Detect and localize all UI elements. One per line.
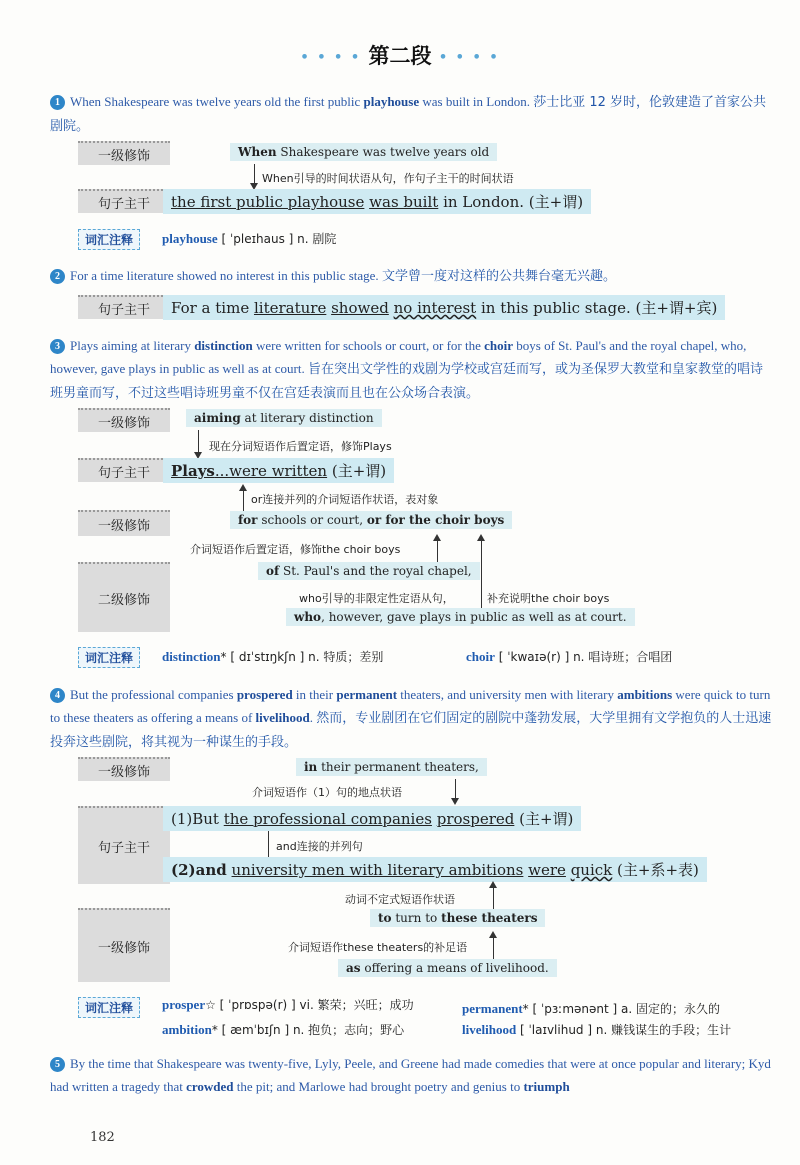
translation: 莎士比亚 12 岁时，伦敦建造了首家公共剧院。	[50, 95, 767, 134]
keyword: distinction	[194, 338, 253, 353]
linking-verb: were	[528, 861, 566, 879]
bracket-line	[268, 831, 269, 857]
page-number: 182	[90, 1130, 115, 1145]
modifier-box	[230, 143, 497, 161]
grammar-note: or连接并列的介词短语作状语，表对象	[251, 493, 439, 506]
main-clause-box	[163, 458, 394, 483]
sentence-text: Plays aiming at literary	[70, 338, 195, 353]
keyword: choir	[484, 338, 514, 353]
sentence-5	[50, 1052, 772, 1098]
sentence-text: .	[309, 710, 317, 725]
grammar-note: When引导的时间状语从句，作句子主干的时间状语	[262, 172, 514, 185]
grammar-note: 动词不定式短语作状语	[345, 893, 455, 906]
label-first-modifier: 一级修饰	[78, 141, 170, 165]
modifier-text: at literary distinction	[240, 411, 374, 425]
keyword: triumph	[523, 1079, 570, 1094]
arrow-line	[455, 779, 456, 799]
modifier-box	[338, 959, 557, 977]
modifier-head: who	[294, 610, 322, 624]
sentence-text: By the time that Shakespeare was twenty-five, Lyly, Peele, and Greene had made comedies that were at once popular and literary; Kyd had written a tragedy that	[50, 1056, 771, 1094]
subject: the first public playhouse	[171, 193, 365, 211]
main-clause-rest: (主+谓)	[514, 810, 574, 828]
sentence-1	[50, 90, 772, 138]
vocab-definition: * [ æmˈbɪʃn ] n. 抱负；志向；野心	[211, 1023, 405, 1037]
sentence-4	[50, 683, 772, 754]
sentence-text: was built in London.	[419, 94, 534, 109]
grammar-note: 介词短语作（1）句的地点状语	[252, 786, 402, 799]
predicate: ...were written	[214, 462, 328, 480]
modifier-head: to	[378, 911, 392, 925]
section-title	[0, 40, 800, 70]
arrow-line	[243, 490, 244, 512]
keyword: prospered	[236, 687, 293, 702]
arrow-line	[481, 540, 482, 608]
label-first-modifier: 一级修饰	[78, 908, 170, 982]
modifier-text: , however, gave plays in public as well as at court.	[321, 610, 627, 624]
label-first-modifier: 一级修饰	[78, 757, 170, 781]
vocab-definition: [ ˈlaɪvlihud ] n. 赚钱谋生的手段；生计	[516, 1023, 732, 1037]
modifier-text: St. Paul's and the royal chapel,	[279, 564, 472, 578]
label-main-clause: 句子主干	[78, 458, 170, 482]
sentence-text: boys of St. Paul's and the royal chapel, who, however, gave plays in public as well as at court.	[50, 338, 747, 376]
sentence-number: 3	[50, 339, 65, 354]
label-vocabulary: 词汇注释	[78, 229, 140, 250]
translation: 旨在突出文学性的戏剧为学校或宫廷而写，或为圣保罗大教堂和皇家教堂的唱诗班男童而写，不过这些唱诗班男童不仅在宫廷表演而且也在公众场合表演。	[50, 362, 763, 401]
predicate: was built	[369, 193, 439, 211]
sentence-text: But the professional companies	[70, 687, 237, 702]
vocab-word: distinction	[162, 649, 221, 664]
sentence-text: For a time literature showed no interest in this public stage.	[70, 268, 382, 283]
modifier-head: as	[346, 961, 361, 975]
main-clause-box	[163, 295, 725, 320]
subject: Plays	[171, 462, 215, 480]
sentence-text: theaters, and university men with literary	[397, 687, 618, 702]
sentence-text: When Shakespeare was twelve years old the first public	[70, 94, 364, 109]
sentence-2	[50, 264, 772, 288]
main-clause-rest: in this public stage. (主+谓+宾)	[476, 299, 718, 317]
vocab-definition: ☆ [ ˈprɒspə(r) ] vi. 繁荣；兴旺；成功	[205, 998, 414, 1012]
subject: the professional companies	[223, 810, 432, 828]
modifier-box	[370, 909, 545, 927]
title-dots-right: • • • •	[438, 50, 500, 65]
modifier-box	[296, 758, 487, 776]
main-clause-rest: (主+系+表)	[612, 861, 699, 879]
modifier-box	[186, 409, 382, 427]
main-clause-rest: in London. (主+谓)	[438, 193, 584, 211]
title-dots-left: • • • •	[300, 50, 362, 65]
modifier-box	[230, 511, 512, 529]
subject: university men with literary ambitions	[231, 861, 524, 879]
keyword: livelihood	[255, 710, 310, 725]
sentence-number: 1	[50, 95, 65, 110]
vocab-definition: * [ dɪˈstɪŋkʃn ] n. 特质；差别	[220, 650, 384, 664]
arrow-down-icon	[451, 798, 459, 805]
vocab-word: prosper	[162, 997, 206, 1012]
sentence-number: 5	[50, 1057, 65, 1072]
arrow-line	[437, 540, 438, 562]
grammar-note: 介词短语作these theaters的补足语	[288, 941, 468, 954]
modifier-text: offering a means of livelihood.	[360, 961, 549, 975]
vocab-word: ambition	[162, 1022, 212, 1037]
object: no interest	[393, 299, 477, 317]
keyword: crowded	[186, 1079, 234, 1094]
vocab-word: livelihood	[462, 1022, 517, 1037]
sentence-text: the pit; and Marlowe had brought poetry and genius to	[233, 1079, 524, 1094]
keyword: permanent	[336, 687, 398, 702]
vocab-entry	[162, 648, 383, 665]
subject: literature	[253, 299, 327, 317]
main-clause-box	[163, 189, 591, 214]
label-main-clause: 句子主干	[78, 295, 170, 319]
arrow-line	[493, 937, 494, 959]
modifier-text: turn to	[391, 911, 442, 925]
grammar-note: 介词短语作后置定语，修饰the choir boys	[190, 543, 401, 556]
label-first-modifier: 一级修饰	[78, 510, 170, 536]
vocab-word: permanent	[462, 1001, 523, 1016]
label-vocabulary: 词汇注释	[78, 997, 140, 1018]
arrow-line	[198, 430, 199, 454]
main-clause-box	[163, 857, 707, 882]
predicate: prospered	[436, 810, 515, 828]
sentence-number: 2	[50, 269, 65, 284]
sentence-text: were written for schools or court, or for the	[252, 338, 485, 353]
modifier-head: aiming	[194, 411, 241, 425]
arrow-line	[254, 164, 255, 184]
vocab-definition: [ ˈpleɪhaus ] n. 剧院	[217, 232, 337, 246]
grammar-note: and连接的并列句	[276, 840, 363, 853]
modifier-box	[258, 562, 480, 580]
modifier-text: Shakespeare was twelve years old	[276, 145, 490, 159]
vocab-word: choir	[466, 649, 495, 664]
main-clause-text: (1)But	[171, 810, 224, 828]
sentence-text: were quick to turn to these theaters as offering a means of	[50, 687, 771, 725]
sentence-number: 4	[50, 688, 65, 703]
keyword: playhouse	[363, 94, 420, 109]
modifier-bold: or for the choir boys	[366, 513, 505, 527]
conjunction: (2)and	[171, 861, 227, 879]
modifier-text: schools or court,	[257, 513, 367, 527]
modifier-text: their permanent theaters,	[317, 760, 479, 774]
modifier-head: When	[238, 145, 277, 159]
modifier-head: of	[266, 564, 280, 578]
label-main-clause: 句子主干	[78, 189, 170, 213]
title-text: 第二段	[368, 43, 432, 68]
translation: 文学曾一度对这样的公共舞台毫无兴趣。	[381, 269, 616, 284]
main-clause-rest: (主+谓)	[327, 462, 387, 480]
vocab-entry	[462, 1021, 731, 1038]
sentence-3	[50, 334, 772, 405]
vocab-entry	[162, 230, 336, 247]
grammar-note: 补充说明the choir boys	[487, 592, 610, 605]
vocab-definition: * [ ˈpɜːmənənt ] a. 固定的；永久的	[522, 1002, 720, 1016]
label-main-clause: 句子主干	[78, 806, 170, 884]
vocab-entry	[466, 648, 672, 665]
modifier-head: for	[238, 513, 258, 527]
vocab-entry	[162, 1021, 404, 1038]
label-second-modifier: 二级修饰	[78, 562, 170, 632]
keyword: ambitions	[617, 687, 673, 702]
vocab-word: playhouse	[162, 231, 218, 246]
label-first-modifier: 一级修饰	[78, 408, 170, 432]
vocab-entry	[462, 1000, 720, 1017]
predicate: showed	[331, 299, 389, 317]
modifier-head: in	[304, 760, 318, 774]
main-clause-text: For a time	[171, 299, 254, 317]
vocab-definition: [ ˈkwaɪə(r) ] n. 唱诗班；合唱团	[494, 650, 673, 664]
main-clause-box	[163, 806, 581, 831]
sentence-text: in their	[292, 687, 337, 702]
grammar-note: 现在分词短语作后置定语，修饰Plays	[209, 440, 392, 453]
arrow-line	[493, 887, 494, 909]
translation: 然而，专业剧团在它们固定的剧院中蓬勃发展，大学里拥有文学抱负的人士迅速投奔这些剧院，将其视为一种谋生的手段。	[50, 711, 772, 750]
vocab-entry	[162, 996, 414, 1013]
predicative: quick	[570, 861, 613, 879]
label-vocabulary: 词汇注释	[78, 647, 140, 668]
modifier-bold: these theaters	[441, 911, 538, 925]
grammar-note: who引导的非限定性定语从句，	[299, 592, 454, 605]
modifier-box	[286, 608, 635, 626]
